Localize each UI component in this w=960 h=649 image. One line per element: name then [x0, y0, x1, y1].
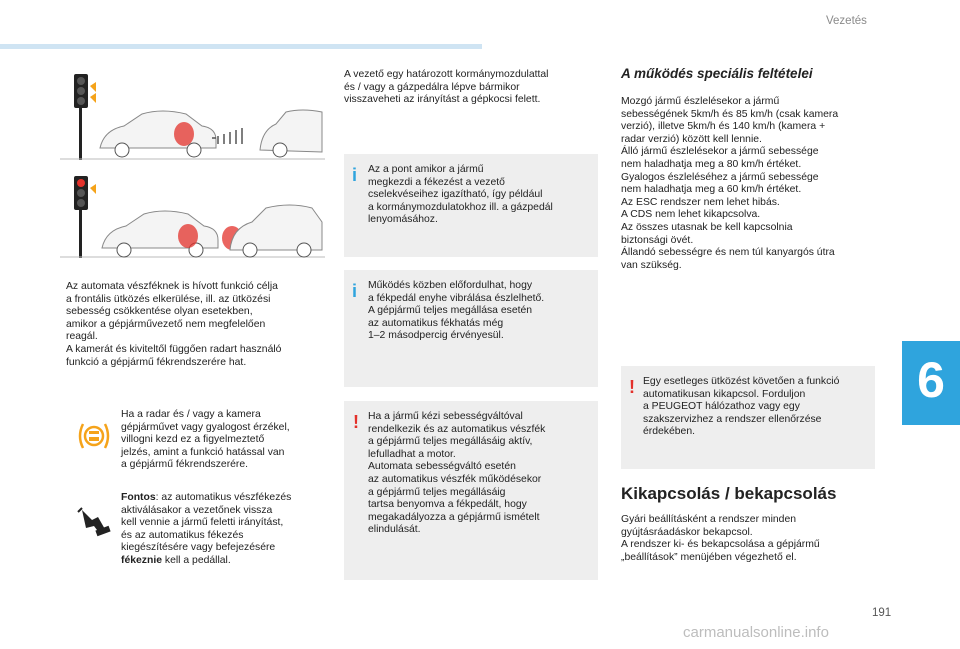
watermark: carmanualsonline.info — [683, 624, 829, 641]
note-part1: : az automatikus vészfékezés aktiválásakor a vezetőnek vissza kell vennie a jármű feletti irányítást, és az automatikus fékezés kiegészítésére vagy befejezésére — [121, 492, 292, 554]
warning-icon: ! — [353, 412, 359, 432]
override-paragraph: A vezető egy határozott kormánymozdulattal és / vagy a gázpedálra lépve bármikor visszaveheti az irányítást a gépkocsi felett. — [344, 69, 549, 106]
warning-icon: ! — [629, 377, 635, 397]
section-title: Vezetés — [826, 15, 867, 27]
chapter-tab — [902, 341, 960, 425]
info-box-brake-point — [344, 154, 598, 257]
illustration-2-svg — [60, 168, 325, 258]
on-off-heading: Kikapcsolás / bekapcsolás — [621, 484, 837, 503]
chapter-number: 6 — [917, 352, 945, 408]
warning-box-gearbox — [344, 401, 598, 580]
warning-indicator-text: Ha a radar és / vagy a kamera gépjárművet vagy gyalogost érzékel, villogni kezd ez a figyelmeztető jelzés, amint a funkció hatással van a gépjármű fékrendszerére. — [121, 409, 290, 471]
intro-paragraph: Az automata vészféknek is hívott funkció célja a frontális ütközés elkerülése, ill. az ütközési sebesség csökkentése olyan esetekben, amikor a gépjárművezető nem megfelelően reagál. A kamerát és kiviteltől függően radart használó funkció a gépjármű fékrendszerére hat. — [66, 281, 282, 368]
warning-box-text: Ha a jármű kézi sebességváltóval rendelkezik és az automatikus vészfék a gépjármű teljes megállásáig aktív, lefulladhat a motor. Automata sebességváltó esetén az automatikus vészfék működésekor a gépjármű teljes megállásáig tartsa benyomva a fékpedált, hogy megakadályozza a gépjármű ismételt elindulását. — [368, 411, 546, 536]
info-icon: i — [352, 165, 358, 185]
collision-warning-text: Egy esetleges ütközést követően a funkció automatikusan kikapcsol. Forduljon a PEUGEOT hálózathoz vagy egy szakszervizhez a rendszer ellenőrzése érdekében. — [643, 376, 840, 438]
note-bold-start: Fontos — [121, 492, 156, 503]
operating-conditions-text: Mozgó jármű észlelésekor a jármű sebességének 5km/h és 85 km/h (csak kamera verzió), illetve 5km/h és 140 km/h (kamera + radar verzió) között kell lennie. Álló jármű észlelésekor a jármű sebessége nem haladhatja meg a 80 km/h értéket. Gyalogos észleléséhez a jármű sebessége nem haladhatja meg a 60 km/h értéket. Az ESC rendszer nem lehet hibás. A CDS nem lehet kikapcsolva. Az összes utasnak be kell kapcsolnia biztonsági övét. Állandó sebességre és nem túl kanyargós útra van szükség. — [621, 96, 839, 271]
warning-box-collision — [621, 366, 875, 469]
illustration-1-svg — [60, 70, 325, 160]
operating-conditions-heading: A működés speciális feltételei — [621, 66, 813, 81]
traffic-light-car-braking-illustration — [60, 70, 325, 160]
traffic-light-car-stopped-illustration — [60, 168, 325, 258]
collision-warning-icon — [74, 416, 114, 456]
info-box-2-text: Működés közben előfordulhat, hogy a fékpedál enyhe vibrálása észlelhető. A gépjármű teljes megállása esetén az automatikus fékhatás még 1–2 másodpercig érvényesül. — [368, 280, 545, 342]
info-icon: i — [352, 281, 358, 301]
on-off-text: Gyári beállításként a rendszer minden gyújtásráadáskor bekapcsol. A rendszer ki- és bekapcsolása a gépjármű „beállítások” menüjében végezhető el. — [621, 514, 820, 563]
header-accent-bar — [0, 44, 482, 49]
info-box-1-text: Az a pont amikor a jármű megkezdi a fékezést a vezető cselekvéseihez igazítható, így például a kormánymozdulatokhoz ill. a gázpedál lenyomásához. — [368, 164, 553, 226]
important-note-text — [121, 492, 331, 568]
note-bold-mid: fékeznie — [121, 554, 163, 566]
note-part2: kell a pedállal. — [162, 554, 231, 566]
brake-pedal-icon — [74, 500, 114, 540]
page-number: 191 — [872, 607, 892, 619]
info-box-vibration — [344, 270, 598, 387]
